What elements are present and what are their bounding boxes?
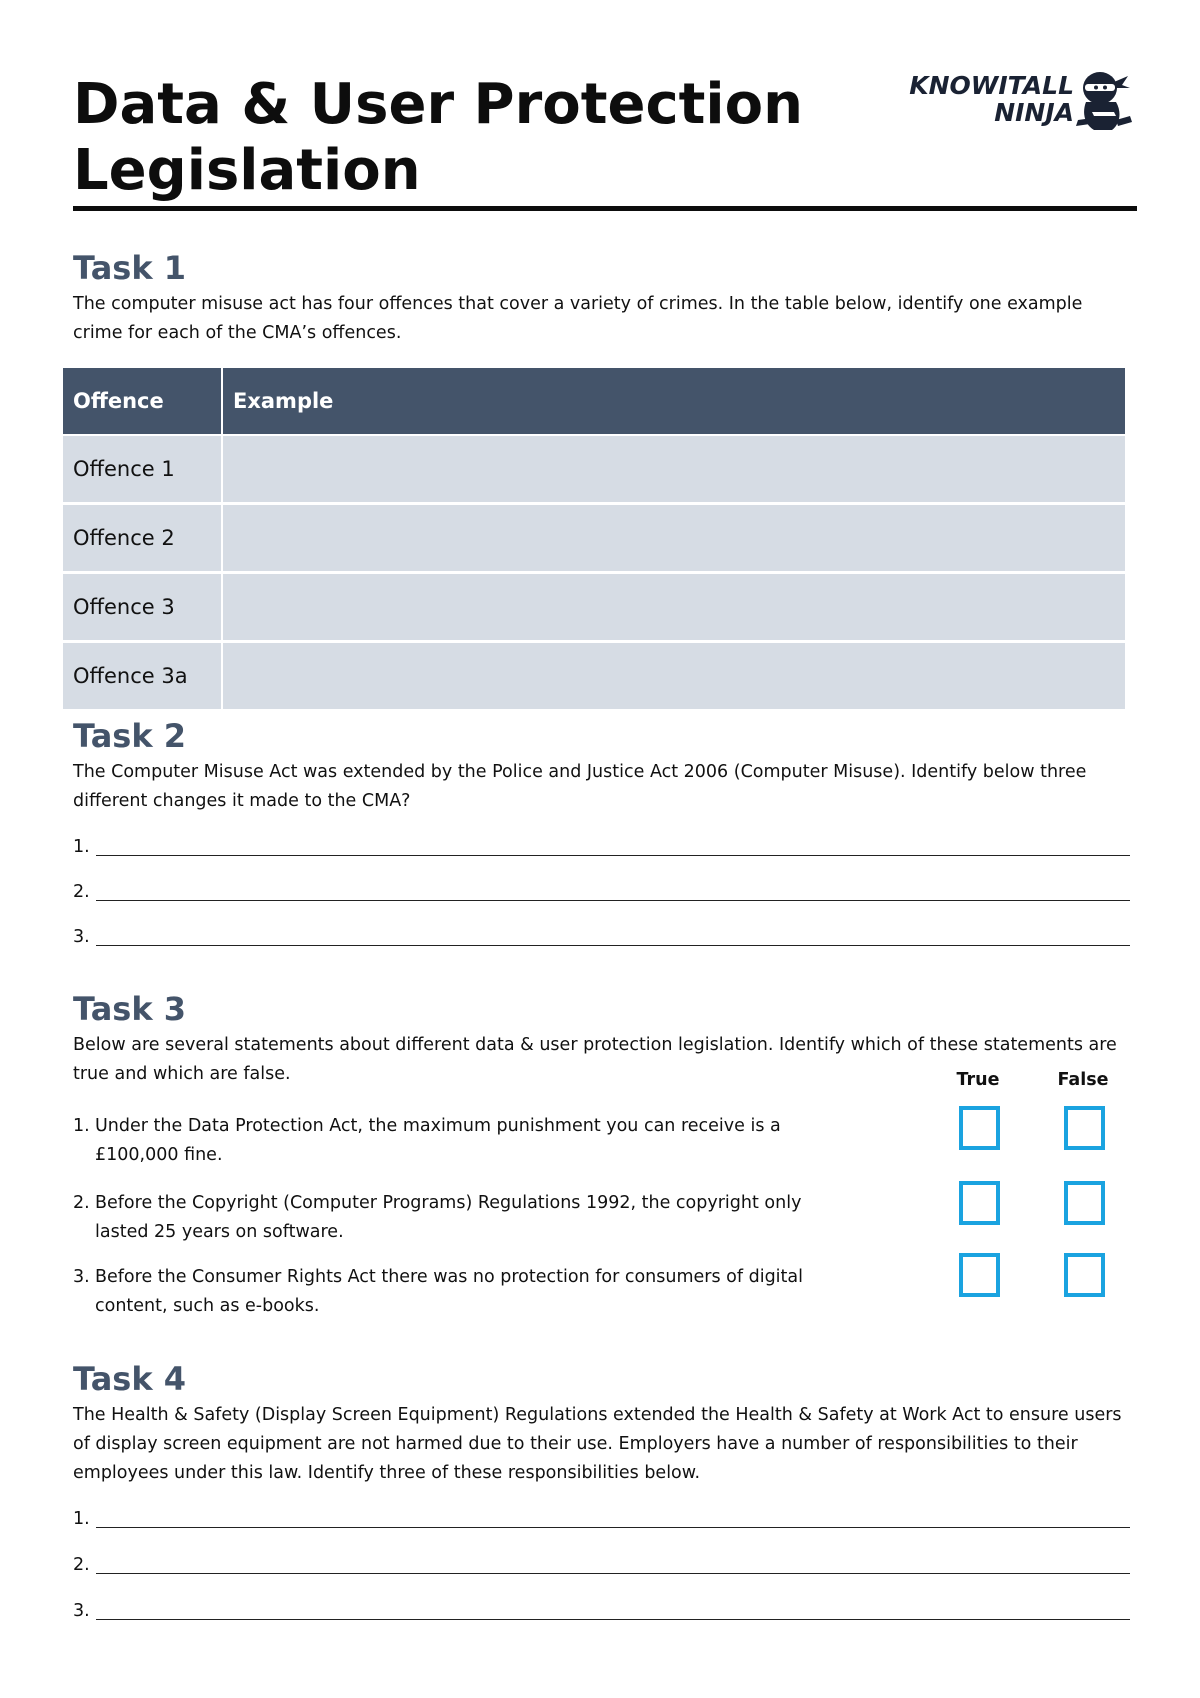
statement-1-true-checkbox[interactable] [959, 1106, 1000, 1150]
statement-text: Under the Data Protection Act, the maximum punishment you can receive is a £100,000 fine. [95, 1116, 781, 1165]
task2-heading: Task 2 [73, 717, 187, 755]
ninja-icon [1072, 68, 1134, 134]
answer-underline [96, 900, 1130, 901]
task3-heading: Task 3 [73, 990, 187, 1028]
answer-underline [96, 945, 1130, 946]
answer-underline [96, 1619, 1130, 1620]
task3-instructions: Below are several statements about different data & user protection legislation. Identify which of these statements are true and which are false. [73, 1035, 1117, 1084]
false-column-label: False [1057, 1070, 1109, 1090]
statement-2 [73, 1189, 843, 1247]
task4-answer-line-3[interactable] [73, 1597, 1130, 1625]
logo-line-2: NINJA [994, 98, 1074, 127]
line-number: 3. [73, 1601, 90, 1621]
offence-cell: Offence 3 [63, 573, 222, 642]
statement-2-false-checkbox[interactable] [1064, 1181, 1105, 1225]
table-row [63, 504, 1125, 573]
task4-instructions: The Health & Safety (Display Screen Equipment) Regulations extended the Health & Safety at Work Act to ensure users of display screen equipment are not harmed due to their use. Employers have a number of responsibilities to their employees under this law. Identify three of these responsibilities below. [73, 1405, 1122, 1483]
statement-3-false-checkbox[interactable] [1064, 1253, 1105, 1297]
statement-number: 2. [73, 1193, 90, 1213]
table-header-row [63, 368, 1125, 435]
logo-line-1: KNOWITALL [909, 71, 1074, 100]
task2-answer-line-2[interactable] [73, 878, 1130, 906]
task4-answer-line-1[interactable] [73, 1505, 1130, 1533]
true-column-label: True [956, 1070, 1000, 1090]
table-row [63, 435, 1125, 504]
line-number: 1. [73, 1509, 90, 1529]
answer-underline [96, 855, 1130, 856]
offence-table [63, 368, 1125, 712]
line-number: 1. [73, 837, 90, 857]
line-number: 2. [73, 1555, 90, 1575]
example-answer-cell[interactable] [222, 435, 1125, 504]
task2-instructions: The Computer Misuse Act was extended by the Police and Justice Act 2006 (Computer Misuse). Identify below three different changes it made to the CMA? [73, 762, 1087, 811]
task1-heading: Task 1 [73, 249, 187, 287]
statement-text: Before the Consumer Rights Act there was no protection for consumers of digital content, such as e-books. [95, 1267, 803, 1316]
table-row [63, 642, 1125, 711]
page-title: Data & User Protection Legislation [73, 72, 803, 203]
example-answer-cell[interactable] [222, 573, 1125, 642]
statement-text: Before the Copyright (Computer Programs) Regulations 1992, the copyright only lasted 25 years on software. [95, 1193, 802, 1242]
statement-2-true-checkbox[interactable] [959, 1181, 1000, 1225]
example-answer-cell[interactable] [222, 642, 1125, 711]
statement-number: 3. [73, 1267, 90, 1287]
task2-answer-line-1[interactable] [73, 833, 1130, 861]
statement-number: 1. [73, 1116, 90, 1136]
offence-cell: Offence 3a [63, 642, 222, 711]
statement-3 [73, 1263, 843, 1321]
task4-heading: Task 4 [73, 1360, 187, 1398]
statement-1 [73, 1112, 843, 1170]
table-row [63, 573, 1125, 642]
answer-underline [96, 1573, 1130, 1574]
task1-instructions: The computer misuse act has four offences that cover a variety of crimes. In the table below, identify one example crime for each of the CMA’s offences. [73, 294, 1083, 343]
answer-underline [96, 1527, 1130, 1528]
line-number: 3. [73, 927, 90, 947]
column-header-example: Example [222, 368, 1125, 435]
statement-3-true-checkbox[interactable] [959, 1253, 1000, 1297]
line-number: 2. [73, 882, 90, 902]
statement-1-false-checkbox[interactable] [1064, 1106, 1105, 1150]
offence-cell: Offence 2 [63, 504, 222, 573]
task4-answer-line-2[interactable] [73, 1551, 1130, 1579]
task2-answer-line-3[interactable] [73, 923, 1130, 951]
knowitall-ninja-logo [896, 68, 1136, 138]
column-header-offence: Offence [63, 368, 222, 435]
example-answer-cell[interactable] [222, 504, 1125, 573]
title-divider [73, 206, 1137, 211]
logo-wordmark [896, 72, 1074, 126]
offence-cell: Offence 1 [63, 435, 222, 504]
